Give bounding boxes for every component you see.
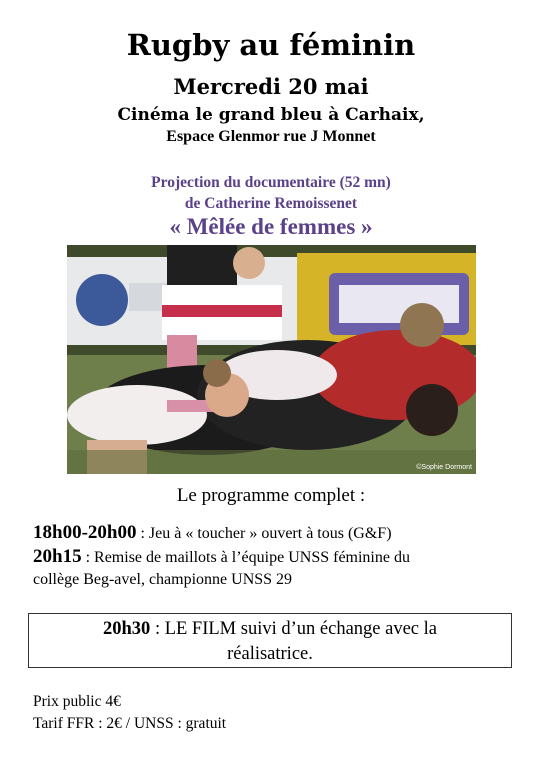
venue-line-1: Cinéma le grand bleu à Carhaix, <box>117 105 425 125</box>
program-item <box>33 546 410 568</box>
event-date: Mercredi 20 mai <box>173 74 369 99</box>
rugby-scrum-photo <box>67 245 476 474</box>
program-text: collège Beg-avel, championne UNSS 29 <box>33 571 293 588</box>
program-heading: Le programme complet : <box>176 485 366 506</box>
film-session-text: LE FILM suivi d’un échange avec la <box>164 619 437 639</box>
program-time: 18h00-20h00 <box>33 522 137 543</box>
film-session-box <box>28 613 512 668</box>
program-time: 20h15 <box>33 546 82 567</box>
venue-line-2: Espace Glenmor rue J Monnet <box>166 128 376 145</box>
program-text: Jeu à « toucher » ouvert à tous (G&F) <box>148 525 392 542</box>
film-title: « Mêlée de femmes » <box>169 214 373 239</box>
program-item-continuation <box>33 569 292 590</box>
poster-title: Rugby au féminin <box>126 28 416 62</box>
film-session-separator: : <box>150 619 165 639</box>
program-text: Remise de maillots à l’équipe UNSS féminine du <box>94 549 410 566</box>
program-separator: : <box>136 525 149 542</box>
program-item <box>33 522 392 544</box>
projection-line-2: de Catherine Remoissenet <box>184 195 358 212</box>
price-ffr-unss: Tarif FFR : 2€ / UNSS : gratuit <box>33 715 227 732</box>
film-session-line-2: réalisatrice. <box>227 644 313 664</box>
projection-line-1: Projection du documentaire (52 mn) <box>151 174 391 191</box>
film-session-time: 20h30 <box>103 619 151 639</box>
price-public: Prix public 4€ <box>33 693 121 710</box>
photo-credit: ©Sophie Dormont <box>416 464 472 471</box>
program-separator: : <box>81 549 95 566</box>
film-session-line-1 <box>29 617 511 642</box>
